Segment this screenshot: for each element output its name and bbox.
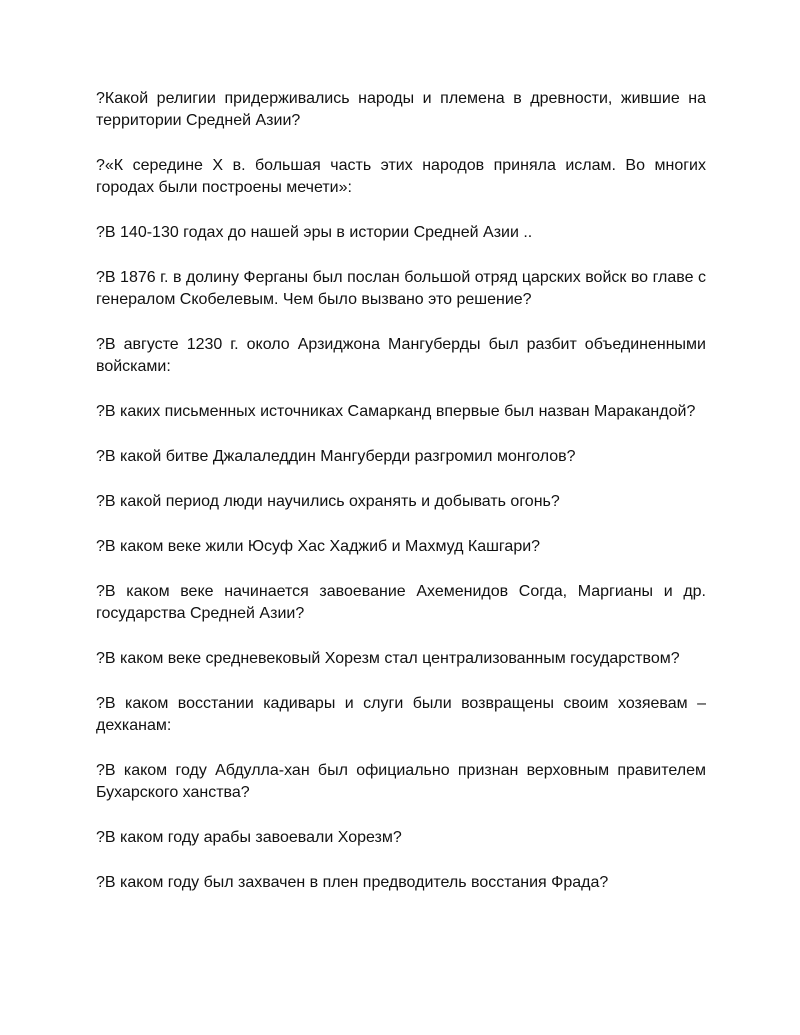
question-item: ?В 1876 г. в долину Ферганы был послан большой отряд царских войск во главе с генералом Скобелевым. Чем было вызвано это решение? [96, 269, 706, 308]
question-item: ?«К середине X в. большая часть этих народов приняла ислам. Во многих городах были построены мечети»: [96, 157, 706, 196]
question-item: ?В августе 1230 г. около Арзиджона Мангуберды был разбит объединенными войсками: [96, 336, 706, 375]
question-item: ?В каком веке средневековый Хорезм стал централизованным государством? [96, 650, 680, 667]
question-item: ?В каком году Абдулла-хан был официально признан верховным правителем Бухарского ханства? [96, 762, 706, 801]
question-item: ?В каком году был захвачен в плен предводитель восстания Фрада? [96, 874, 609, 891]
question-item: ?В каком веке жили Юсуф Хас Хаджиб и Махмуд Кашгари? [96, 538, 541, 555]
question-item: ?В какой битве Джалаледдин Мангуберди разгромил монголов? [96, 448, 576, 465]
question-item: ?В каком году арабы завоевали Хорезм? [96, 829, 402, 846]
question-item: ?В какой период люди научились охранять и добывать огонь? [96, 493, 560, 510]
question-item: ?В 140-130 годах до нашей эры в истории Средней Азии .. [96, 224, 533, 241]
question-item: ?В каком веке начинается завоевание Ахеменидов Согда, Маргианы и др. государства Средней Азии? [96, 583, 706, 622]
question-item: ?В каких письменных источниках Самарканд впервые был назван Маракандой? [96, 403, 696, 420]
question-item: ?В каком восстании кадивары и слуги были возвращены своим хозяевам – дехканам: [96, 695, 706, 734]
question-list [96, 88, 706, 917]
question-item: ?Какой религии придерживались народы и племена в древности, жившие на территории Средней Азии? [96, 90, 706, 129]
